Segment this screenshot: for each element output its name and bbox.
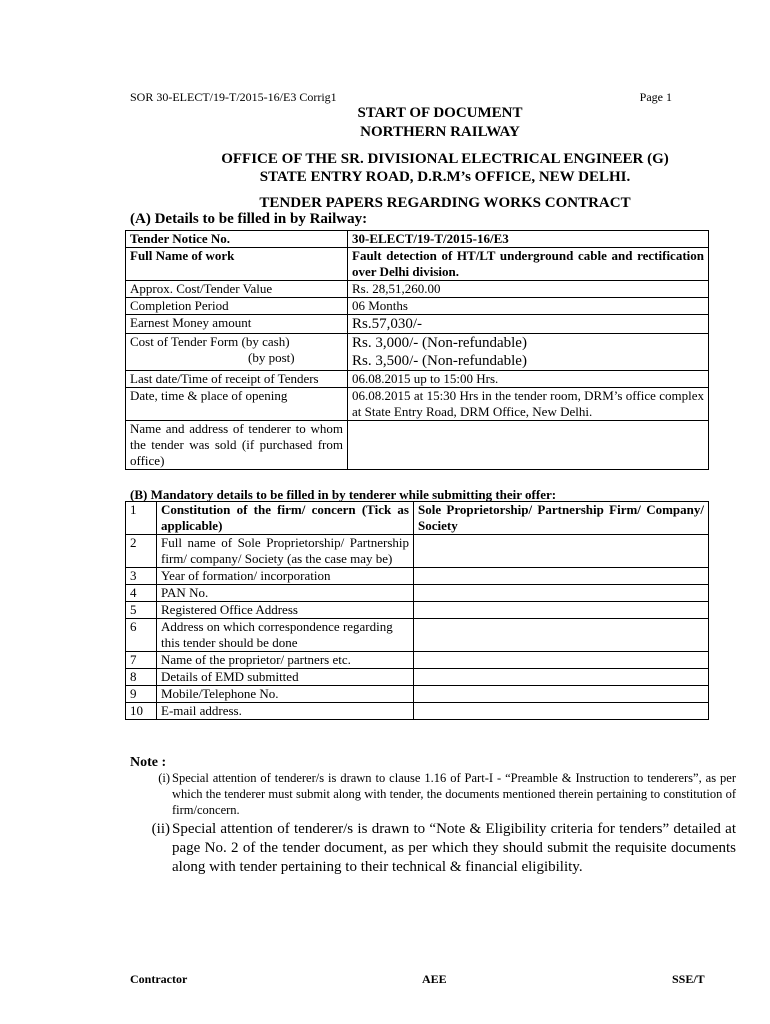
tender-form-post-label: (by post) [248, 350, 295, 365]
table-row [126, 231, 709, 248]
table-row [126, 315, 709, 334]
pan-field[interactable] [414, 585, 709, 602]
year-of-formation-label: Year of formation/ incorporation [157, 568, 414, 585]
table-row [126, 602, 709, 619]
firm-name-label: Full name of Sole Proprietorship/ Partnership firm/ company/ Society (as the case may be) [157, 535, 414, 568]
table-row [126, 585, 709, 602]
table-row [126, 281, 709, 298]
office-title: OFFICE OF THE SR. DIVISIONAL ELECTRICAL ENGINEER (G) [221, 151, 669, 167]
table-row [126, 421, 709, 470]
document-subject: TENDER PAPERS REGARDING WORKS CONTRACT [259, 195, 631, 211]
table-row [126, 502, 709, 535]
correspondence-address-label: Address on which correspondence regarding this tender should be done [157, 619, 414, 652]
work-name-value: Fault detection of HT/LT underground cable and rectification over Delhi division. [348, 248, 709, 281]
tenderer-details-table [125, 501, 709, 720]
cost-value: Rs. 28,51,260.00 [348, 281, 709, 298]
earnest-money-label: Earnest Money amount [126, 315, 348, 334]
firm-name-field[interactable] [414, 535, 709, 568]
office-address: STATE ENTRY ROAD, D.R.M’s OFFICE, NEW DELHI. [259, 169, 631, 185]
table-row [126, 371, 709, 388]
row-number: 7 [126, 652, 157, 669]
section-b-title: (B) Mandatory details to be filled in by tenderer while submitting their offer: [130, 487, 557, 502]
table-row [126, 652, 709, 669]
footer-aee: AEE [422, 972, 447, 986]
opening-value: 06.08.2015 at 15:30 Hrs in the tender room, DRM’s office complex at State Entry Road, DRM Office, New Delhi. [348, 388, 709, 421]
table-row [126, 388, 709, 421]
proprietor-name-label: Name of the proprietor/ partners etc. [157, 652, 414, 669]
tender-notice-value: 30-ELECT/19-T/2015-16/E3 [348, 231, 709, 248]
note-number: (i) [158, 771, 170, 785]
completion-period-label: Completion Period [126, 298, 348, 315]
proprietor-name-field[interactable] [414, 652, 709, 669]
table-row [126, 535, 709, 568]
phone-label: Mobile/Telephone No. [157, 686, 414, 703]
registered-office-label: Registered Office Address [157, 602, 414, 619]
row-number: 6 [126, 619, 157, 652]
last-date-label: Last date/Time of receipt of Tenders [126, 371, 348, 388]
work-name-label: Full Name of work [126, 248, 348, 281]
tender-form-cost-label [126, 334, 348, 371]
page-number: Page 1 [639, 90, 672, 104]
footer-sse: SSE/T [672, 972, 705, 986]
table-row [126, 686, 709, 703]
note-number: (ii) [151, 821, 170, 837]
row-number: 3 [126, 568, 157, 585]
opening-label: Date, time & place of opening [126, 388, 348, 421]
row-number: 8 [126, 669, 157, 686]
phone-field[interactable] [414, 686, 709, 703]
organization-title: NORTHERN RAILWAY [360, 124, 520, 140]
row-number: 4 [126, 585, 157, 602]
last-date-value: 06.08.2015 up to 15:00 Hrs. [348, 371, 709, 388]
emd-details-label: Details of EMD submitted [157, 669, 414, 686]
correspondence-address-field[interactable] [414, 619, 709, 652]
tender-form-cash-value: Rs. 3,000/- (Non-refundable) [352, 335, 527, 351]
tenderer-name-value[interactable] [348, 421, 709, 470]
start-of-document: START OF DOCUMENT [357, 105, 523, 121]
constitution-label: Constitution of the firm/ concern (Tick as applicable) [157, 502, 414, 535]
earnest-money-value: Rs.57,030/- [348, 315, 709, 334]
note-item [130, 820, 736, 877]
document-reference: SOR 30-ELECT/19-T/2015-16/E3 Corrig1 [130, 90, 337, 104]
table-row [126, 334, 709, 371]
cost-label: Approx. Cost/Tender Value [126, 281, 348, 298]
row-number: 9 [126, 686, 157, 703]
note-item [130, 770, 736, 818]
completion-period-value: 06 Months [348, 298, 709, 315]
tenderer-name-label: Name and address of tenderer to whom the tender was sold (if purchased from office) [126, 421, 348, 470]
email-label: E-mail address. [157, 703, 414, 720]
row-number: 1 [126, 502, 157, 535]
registered-office-field[interactable] [414, 602, 709, 619]
table-row [126, 619, 709, 652]
constitution-options[interactable]: Sole Proprietorship/ Partnership Firm/ Company/ Society [414, 502, 709, 535]
tender-form-cash-label: Cost of Tender Form (by cash) [130, 334, 290, 349]
tender-form-cost-value [348, 334, 709, 371]
row-number: 2 [126, 535, 157, 568]
tender-notice-label: Tender Notice No. [126, 231, 348, 248]
section-a-title: (A) Details to be filled in by Railway: [130, 211, 368, 227]
note-text: Special attention of tenderer/s is drawn to clause 1.16 of Part-I - “Preamble & Instruction to tenderers”, as per which the tenderer must submit along with tender, the documents mentioned therein pertaining to constitution of firm/concern. [172, 771, 736, 817]
tender-form-post-value: Rs. 3,500/- (Non-refundable) [352, 353, 527, 369]
email-field[interactable] [414, 703, 709, 720]
footer-contractor: Contractor [130, 972, 188, 986]
table-row [126, 703, 709, 720]
table-row [126, 669, 709, 686]
row-number: 10 [126, 703, 157, 720]
emd-details-field[interactable] [414, 669, 709, 686]
table-row [126, 298, 709, 315]
table-row [126, 568, 709, 585]
year-of-formation-field[interactable] [414, 568, 709, 585]
pan-label: PAN No. [157, 585, 414, 602]
row-number: 5 [126, 602, 157, 619]
table-row [126, 248, 709, 281]
note-text: Special attention of tenderer/s is drawn to “Note & Eligibility criteria for tenders” detailed at page No. 2 of the tender document, as per which they should submit the requisite documents along with tender pertaining to their technical & financial eligibility. [172, 821, 736, 875]
note-title: Note : [130, 755, 167, 770]
railway-details-table [125, 230, 709, 470]
